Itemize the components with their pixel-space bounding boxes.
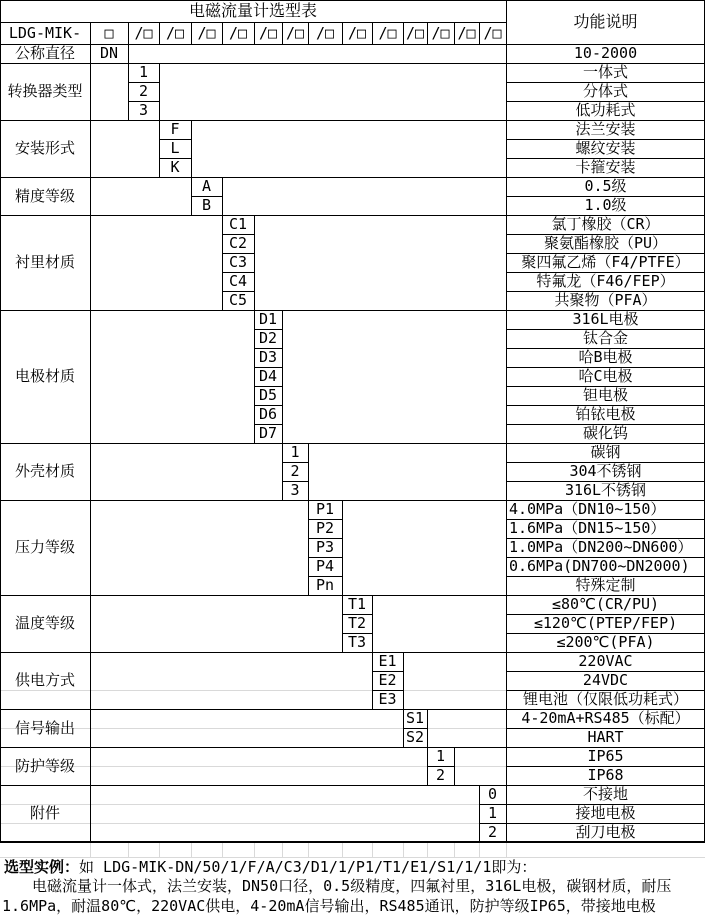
description-cell: 哈C电极 bbox=[578, 367, 633, 385]
code-cell: D5 bbox=[258, 386, 278, 404]
faint-grid-line bbox=[427, 728, 507, 729]
code-cell: D1 bbox=[258, 310, 278, 328]
faint-grid-line bbox=[506, 842, 507, 858]
description-cell: 螺纹安装 bbox=[575, 139, 636, 157]
category-label: 精度等级 bbox=[14, 187, 75, 205]
model-code-slot: /□ bbox=[258, 24, 278, 42]
grid-line bbox=[191, 120, 192, 178]
grid-line bbox=[159, 63, 160, 121]
category-label: 电极材质 bbox=[14, 367, 75, 385]
code-cell: C2 bbox=[228, 234, 248, 252]
code-cell: 1 bbox=[138, 63, 149, 81]
faint-grid-line bbox=[90, 842, 91, 858]
faint-grid-line bbox=[222, 842, 223, 858]
grid-line bbox=[254, 215, 255, 311]
description-cell: IP68 bbox=[587, 766, 624, 784]
description-cell: HART bbox=[587, 728, 624, 746]
model-prefix: LDG-MIK- bbox=[8, 24, 82, 42]
code-cell: C1 bbox=[228, 215, 248, 233]
category-label: 信号输出 bbox=[14, 719, 75, 737]
code-cell: D2 bbox=[258, 329, 278, 347]
description-cell: 316L电极 bbox=[572, 310, 639, 328]
faint-grid-line bbox=[403, 690, 507, 691]
code-cell: DN bbox=[99, 44, 119, 62]
code-cell: P4 bbox=[315, 557, 335, 575]
faint-grid-line bbox=[254, 842, 255, 858]
code-cell: 1 bbox=[435, 747, 446, 765]
code-cell: A bbox=[201, 177, 212, 195]
code-cell: T2 bbox=[347, 614, 367, 632]
code-cell: 2 bbox=[487, 823, 498, 841]
description-cell: ≤80℃(CR/PU) bbox=[551, 595, 660, 613]
code-cell: E2 bbox=[378, 671, 397, 689]
faint-grid-line bbox=[372, 842, 373, 858]
description-cell: 一体式 bbox=[582, 63, 628, 81]
code-cell: D4 bbox=[258, 367, 278, 385]
code-cell: 2 bbox=[435, 766, 446, 784]
code-cell: D7 bbox=[258, 424, 278, 442]
description-cell: ≤120℃(PTEP/FEP) bbox=[533, 614, 678, 632]
selection-example-description: 电磁流量计一体式，法兰安装，DN50口径，0.5级精度，四氟衬里，316L电极，碳钢材质，耐压1.6MPa，耐温80℃，220VAC供电，4-20mA信号输出，RS485通讯，防护等级IP65，带接地电极 bbox=[2, 877, 672, 915]
faint-grid-line bbox=[427, 842, 428, 858]
code-cell: 0 bbox=[487, 785, 498, 803]
description-cell: ≤200℃(PFA) bbox=[556, 633, 655, 651]
code-cell: C3 bbox=[228, 253, 248, 271]
grid-line bbox=[128, 44, 129, 64]
model-code-slot: /□ bbox=[134, 24, 153, 42]
description-cell: 1.0MPa（DN200~DN600） bbox=[509, 538, 693, 556]
table-title: 电磁流量计选型表 bbox=[188, 1, 317, 20]
model-code-slot: /□ bbox=[197, 24, 216, 42]
model-code-slot: /□ bbox=[405, 24, 425, 42]
grid-line bbox=[308, 443, 309, 501]
model-code-slot: /□ bbox=[457, 24, 476, 42]
model-code-slot: /□ bbox=[165, 24, 185, 42]
code-cell: 3 bbox=[290, 481, 300, 499]
description-cell: 碳化钨 bbox=[582, 424, 628, 442]
selection-example-code: 如 LDG-MIK-DN/50/1/F/A/C3/D1/1/P1/T1/E1/S1/1/1即为： bbox=[79, 858, 537, 876]
description-cell: 接地电极 bbox=[575, 804, 636, 822]
faint-grid-line bbox=[403, 842, 404, 858]
description-cell: 哈B电极 bbox=[578, 348, 633, 366]
description-cell: 特殊定制 bbox=[575, 576, 636, 594]
code-cell: 3 bbox=[138, 101, 149, 119]
code-cell: P1 bbox=[315, 500, 335, 518]
code-cell: 2 bbox=[138, 82, 149, 100]
function-description-header: 功能说明 bbox=[573, 12, 638, 31]
model-code-slot: /□ bbox=[285, 24, 305, 42]
description-cell: 钽电极 bbox=[582, 386, 628, 404]
model-code-slot: /□ bbox=[228, 24, 248, 42]
description-cell: 10-2000 bbox=[573, 44, 638, 62]
description-cell: 24VDC bbox=[582, 671, 629, 689]
model-code-slot: /□ bbox=[483, 24, 502, 42]
code-cell: S1 bbox=[405, 709, 425, 727]
grid-line bbox=[372, 595, 373, 653]
code-cell: T1 bbox=[347, 595, 367, 613]
code-cell: 1 bbox=[487, 804, 498, 822]
model-box-slot: □ bbox=[104, 24, 114, 42]
description-cell: 1.6MPa（DN15~150） bbox=[509, 519, 666, 537]
description-cell: 0.5级 bbox=[584, 177, 627, 195]
description-cell: 铂铱电极 bbox=[575, 405, 636, 423]
code-cell: 2 bbox=[290, 462, 300, 480]
faint-grid-line bbox=[159, 842, 160, 858]
code-cell: E3 bbox=[378, 690, 397, 708]
description-cell: 碳钢 bbox=[590, 443, 621, 461]
description-cell: 法兰安装 bbox=[575, 120, 636, 138]
description-cell: 不接地 bbox=[582, 785, 628, 803]
code-cell: B bbox=[201, 196, 212, 214]
code-cell: Pn bbox=[315, 576, 335, 594]
code-cell: K bbox=[170, 158, 180, 176]
category-label: 转换器类型 bbox=[7, 82, 83, 100]
description-cell: 分体式 bbox=[582, 82, 628, 100]
category-label: 压力等级 bbox=[14, 538, 75, 556]
code-cell: C4 bbox=[228, 272, 248, 290]
description-cell: 氯丁橡胶（CR） bbox=[551, 215, 660, 233]
category-label: 公称直径 bbox=[14, 44, 75, 62]
code-cell: C5 bbox=[228, 291, 248, 309]
description-cell: 低功耗式 bbox=[575, 101, 636, 119]
category-label: 外壳材质 bbox=[14, 462, 75, 480]
model-code-slot: /□ bbox=[347, 24, 367, 42]
category-label: 衬里材质 bbox=[14, 253, 75, 271]
code-cell: D6 bbox=[258, 405, 278, 423]
grid-line bbox=[90, 22, 91, 842]
code-cell: 1 bbox=[290, 443, 300, 461]
faint-grid-line bbox=[479, 842, 480, 858]
description-cell: 316L不锈钢 bbox=[564, 481, 647, 499]
faint-grid-line bbox=[454, 842, 455, 858]
code-cell: D3 bbox=[258, 348, 278, 366]
code-cell: L bbox=[170, 139, 180, 157]
faint-grid-line bbox=[191, 842, 192, 858]
description-cell: 特氟龙（F46/FEP） bbox=[536, 272, 675, 290]
grid-line bbox=[403, 652, 404, 710]
description-cell: 0.6MPa(DN700~DN2000) bbox=[509, 557, 690, 575]
description-cell: 锂电池（仅限低功耗式） bbox=[522, 690, 688, 708]
category-label: 防护等级 bbox=[14, 757, 75, 775]
code-cell: T3 bbox=[347, 633, 367, 651]
model-code-slot: /□ bbox=[378, 24, 397, 42]
category-label: 安装形式 bbox=[14, 139, 75, 157]
code-cell: S2 bbox=[405, 728, 425, 746]
code-cell: E1 bbox=[378, 652, 397, 670]
faint-grid-line bbox=[128, 842, 129, 858]
description-cell: 1.0级 bbox=[584, 196, 627, 214]
category-label: 供电方式 bbox=[14, 671, 75, 689]
code-cell: F bbox=[170, 120, 180, 138]
description-cell: 共聚物（PFA） bbox=[554, 291, 657, 309]
description-cell: 4-20mA+RS485（标配） bbox=[521, 709, 690, 727]
category-label: 附件 bbox=[29, 804, 60, 822]
model-code-slot: /□ bbox=[431, 24, 450, 42]
selection-example-label: 选型实例： bbox=[4, 858, 80, 876]
grid-line bbox=[0, 842, 705, 843]
faint-grid-line bbox=[342, 842, 343, 858]
description-cell: 聚氨酯橡胶（PU） bbox=[543, 234, 668, 252]
grid-line bbox=[342, 500, 343, 596]
code-cell: P3 bbox=[315, 538, 335, 556]
description-cell: 钛合金 bbox=[582, 329, 628, 347]
description-cell: 刮刀电极 bbox=[575, 823, 636, 841]
description-cell: 聚四氟乙烯（F4/PTFE） bbox=[521, 253, 690, 271]
description-cell: IP65 bbox=[587, 747, 624, 765]
faint-grid-line bbox=[308, 842, 309, 858]
model-code-slot: /□ bbox=[315, 24, 335, 42]
category-label: 温度等级 bbox=[14, 614, 75, 632]
description-cell: 4.0MPa（DN10~150） bbox=[509, 500, 666, 518]
code-cell: P2 bbox=[315, 519, 335, 537]
faint-grid-line bbox=[282, 842, 283, 858]
description-cell: 220VAC bbox=[578, 652, 633, 670]
faint-grid-line bbox=[454, 766, 507, 767]
selection-example-line bbox=[4, 858, 536, 877]
description-cell: 卡箍安装 bbox=[575, 158, 636, 176]
description-cell: 304不锈钢 bbox=[569, 462, 642, 480]
